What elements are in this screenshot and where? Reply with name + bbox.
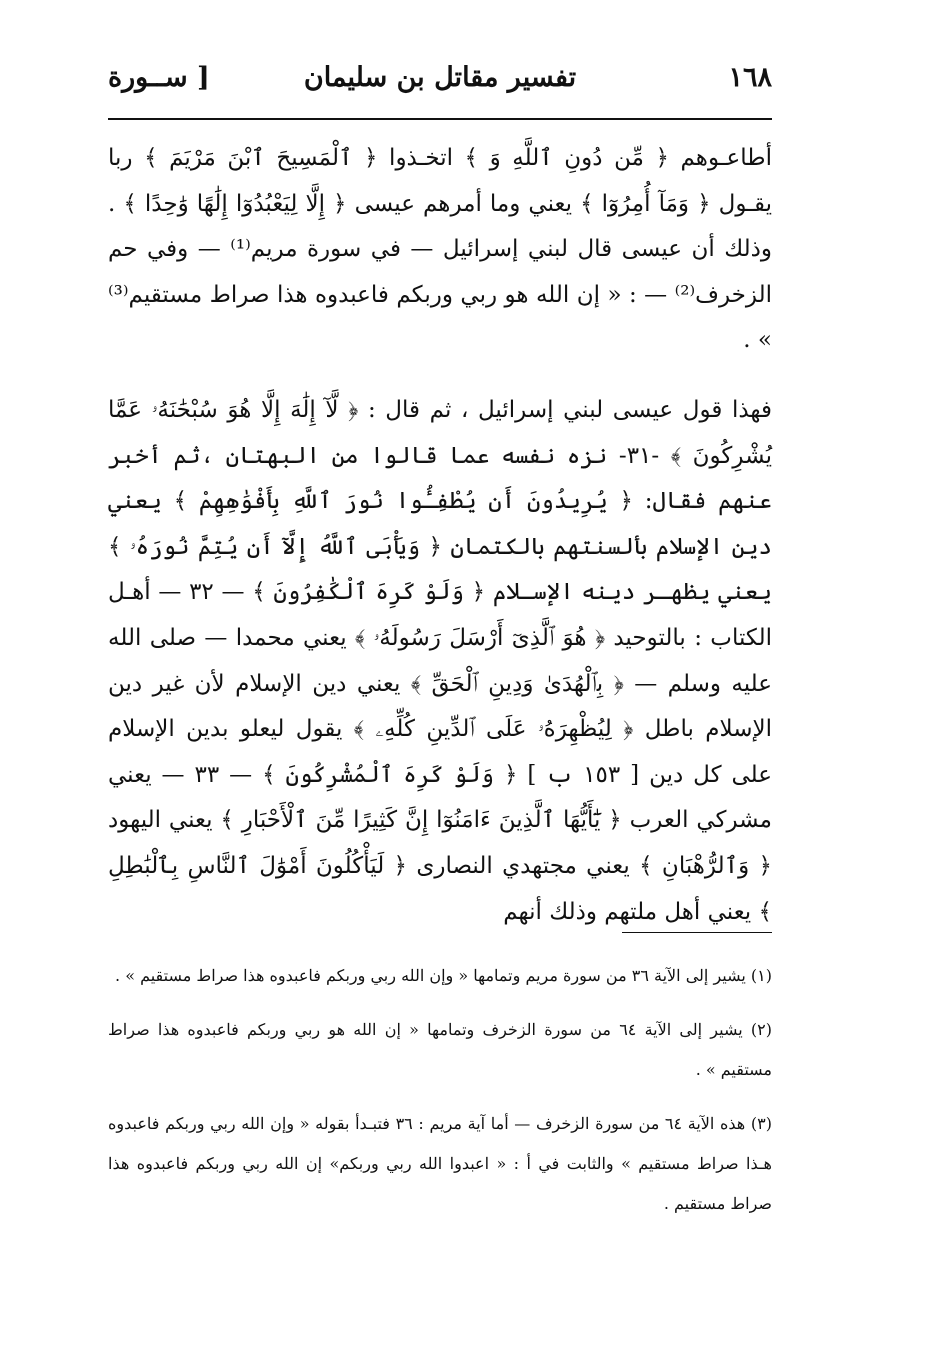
footnotes — [108, 956, 772, 1238]
running-header — [108, 56, 772, 106]
footnote: (٢) يشير إلى الآية ٦٤ من سورة الزخرف وتمامها « إن الله هو ربي وربكم فاعبدوه هذا صراط مستقيم » . — [108, 1020, 773, 1079]
paragraph: فهذا قول عيسى لبني إسرائيل ، ثم قال : ﴿ لَّآ إِلَٰهَ إِلَّا هُوَ سُبْحَٰنَهُۥ عَمَّا يُشْرِكُونَ ﴾ -٣١- نزه نفسه عما قالوا من البهتان ،ثم أخبر عنهم فقال: ﴿ يُرِيدُونَ أَن يُطْفِـُٔوا نُورَ ٱللَّهِ بِأَفْوَٰهِهِمْ ﴾ يعني دين الإسلام بألسنتهم بالكتمان ﴿ وَيَأْبَى ٱللَّهُ إِلَّآ أَن يُتِمَّ نُورَهُۥ ﴾ يعني يظهـر دينه الإسـلام ﴿ وَلَوْ كَرِهَ ٱلْكَٰفِرُونَ ﴾ — ٣٢ — أهـل الكتاب : بالتوحيد ﴿ هُوَ ٱلَّذِىٓ أَرْسَلَ رَسُولَهُۥ ﴾ يعني محمدا — صلى الله عليه وسلم — ﴿ بِٱلْهُدَىٰ وَدِينِ ٱلْحَقِّ ﴾ يعني دين الإسلام لأن غير دين الإسلام باطل ﴿ لِيُظْهِرَهُۥ عَلَى ٱلدِّينِ كُلِّهِۦ ﴾ يقول ليعلو بدين الإسلام على كل دين [ ١٥٣ ب ] ﴿ وَلَوْ كَرِهَ ٱلْمُشْرِكُونَ ﴾ — ٣٣ — يعني مشركي العرب ﴿ يَٰٓأَيُّهَا ٱلَّذِينَ ءَامَنُوٓا إِنَّ كَثِيرًا مِّنَ ٱلْأَحْبَارِ ﴾ يعني اليهود ﴿ وَٱلرُّهْبَانِ ﴾ يعني مجتهدي النصارى ﴿ لَيَأْكُلُونَ أَمْوَٰلَ ٱلنَّاسِ بِٱلْبَٰطِلِ ﴾ يعني أهل ملتهم وذلك أنهم — [108, 396, 772, 925]
header-rule — [108, 118, 772, 120]
book-title: تفسير مقاتل بن سليمان — [303, 62, 577, 93]
main-text — [108, 136, 772, 935]
footnote-separator — [622, 932, 772, 933]
paragraph: أطاعـوهم ﴿ مِّن دُونِ ٱللَّهِ وَ ﴾ اتخـذوا ﴿ ٱلْمَسِيحَ ٱبْنَ مَرْيَمَ ﴾ ربا يقـول ﴿ وَمَآ أُمِرُوٓا ﴾ يعني وما أمرهم عيسى ﴿ إِلَّا لِيَعْبُدُوٓا إِلَٰهًا وَٰحِدًا ﴾ . وذلك أن عيسى قال لبني إسرائيل — في سورة مريم⁽¹⁾ — وفي حم الزخرف⁽²⁾ — : « إن الله هو ربي وربكم فاعبدوه هذا صراط مستقيم⁽³⁾ » . — [108, 145, 772, 354]
footnote: (٣) هذه الآية ٦٤ من سورة الزخرف — أما آية مريم : ٣٦ فتبـدأ بقوله « وإن الله ربي وربكم فاعبدوه هـذا صراط مستقيم » والثابت في أ : « اعبدوا الله ربي وربكم» إن الله ربي وربكم فاعبدوه هذا صراط مستقيم . — [108, 1114, 772, 1213]
footnote: (١) يشير إلى الآية ٣٦ من سورة مريم وتمامها « وإن الله ربي وربكم فاعبدوه هذا صراط مستقيم » . — [115, 966, 772, 985]
surah-label: [ ســورة — [108, 62, 210, 93]
page-number: ١٦٨ — [728, 62, 772, 93]
